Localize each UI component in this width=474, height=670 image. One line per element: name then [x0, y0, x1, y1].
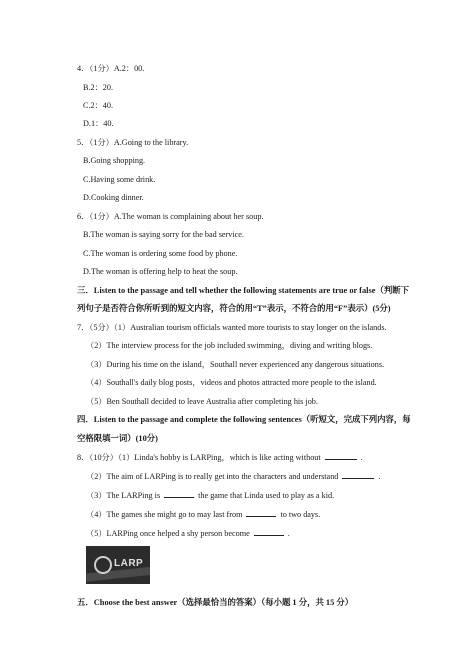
q8-item-3-end: the game that Linda used to play as a kid. [198, 491, 335, 500]
q8-item-1-text: 8．（10分）（1）Linda's hobby is LARPing，which is like acting without [77, 453, 321, 462]
q8-item-4 [86, 508, 320, 520]
answer-blank[interactable] [342, 470, 374, 479]
q4-option-c: C.2：40. [83, 101, 114, 110]
q8-item-1-end: . [360, 453, 363, 462]
q8-item-5 [86, 527, 290, 539]
q7-stem: 7．（5分）（1）Australian tourism officials wanted more tourists to stay longer on the islands. [77, 323, 387, 332]
q6-option-c: C.The woman is ordering some food by phone. [83, 249, 238, 258]
q5-option-c: C.Having some drink. [83, 175, 156, 184]
q8-item-1 [77, 451, 363, 463]
answer-blank[interactable] [164, 489, 194, 498]
section3-title-line2: 列句子是否符合你所听到的短文内容，符合的用“T”表示，不符合的用“F”表示）(5分) [77, 304, 391, 313]
q7-item-3: （3）During his time on the island，Southall never experienced any dangerous situations. [86, 360, 385, 369]
q6-stem: 6．（1分）A.The woman is complaining about her soup. [77, 212, 264, 221]
q7-item-5: （5）Ben Southall decided to leave Australia after completing his job. [86, 397, 318, 406]
q7-item-4: （4）Southall's daily blog posts，videos and photos attracted more people to the island. [86, 378, 377, 387]
q5-option-b: B.Going shopping. [83, 156, 146, 165]
q6-option-b: B.The woman is saying sorry for the bad service. [83, 230, 244, 239]
q8-item-4-text: （4）The games she might go to may last from [86, 510, 243, 519]
q8-item-2-end: . [378, 472, 381, 481]
q8-item-3 [86, 489, 334, 501]
q8-item-2 [86, 470, 380, 482]
answer-blank[interactable] [325, 451, 357, 460]
section4-title-line1: 四．Listen to the passage and complete the following sentences（听短文，完成下列内容，每 [77, 415, 411, 424]
q5-stem: 5．（1分）A.Going to the library. [77, 138, 189, 147]
answer-blank[interactable] [254, 527, 284, 536]
q8-item-3-text: （3）The LARPing is [86, 491, 161, 500]
q8-item-4-end: to two days. [280, 510, 321, 519]
section5-title: 五．Choose the best answer（选择最恰当的答案）（每小题 1 分，共 15 分） [77, 598, 354, 607]
section3-title-line1: 三．Listen to the passage and tell whether the following statements are true or false（判断下 [77, 286, 409, 295]
q5-option-d: D.Cooking dinner. [83, 193, 144, 202]
larp-logo-image [86, 546, 150, 584]
q7-item-2: （2）The interview process for the job included swimming，diving and writing blogs. [86, 341, 373, 350]
q6-option-d: D.The woman is offering help to heat the soup. [83, 267, 238, 276]
section4-title-line2: 空格限填一词）(10分) [77, 434, 158, 443]
q4-option-d: D.1：40. [83, 119, 114, 128]
q8-item-5-text: （5）LARPing once helped a shy person become [86, 529, 250, 538]
logo-mark-icon [94, 556, 112, 574]
q4-stem: 4．（1分）A.2：00. [77, 64, 145, 73]
logo-text: LARP [114, 558, 144, 569]
answer-blank[interactable] [246, 508, 276, 517]
q8-item-5-end: . [287, 529, 290, 538]
q8-item-2-text: （2）The aim of LARPing is to really get into the characters and understand [86, 472, 339, 481]
q4-option-b: B.2：20. [83, 83, 114, 92]
